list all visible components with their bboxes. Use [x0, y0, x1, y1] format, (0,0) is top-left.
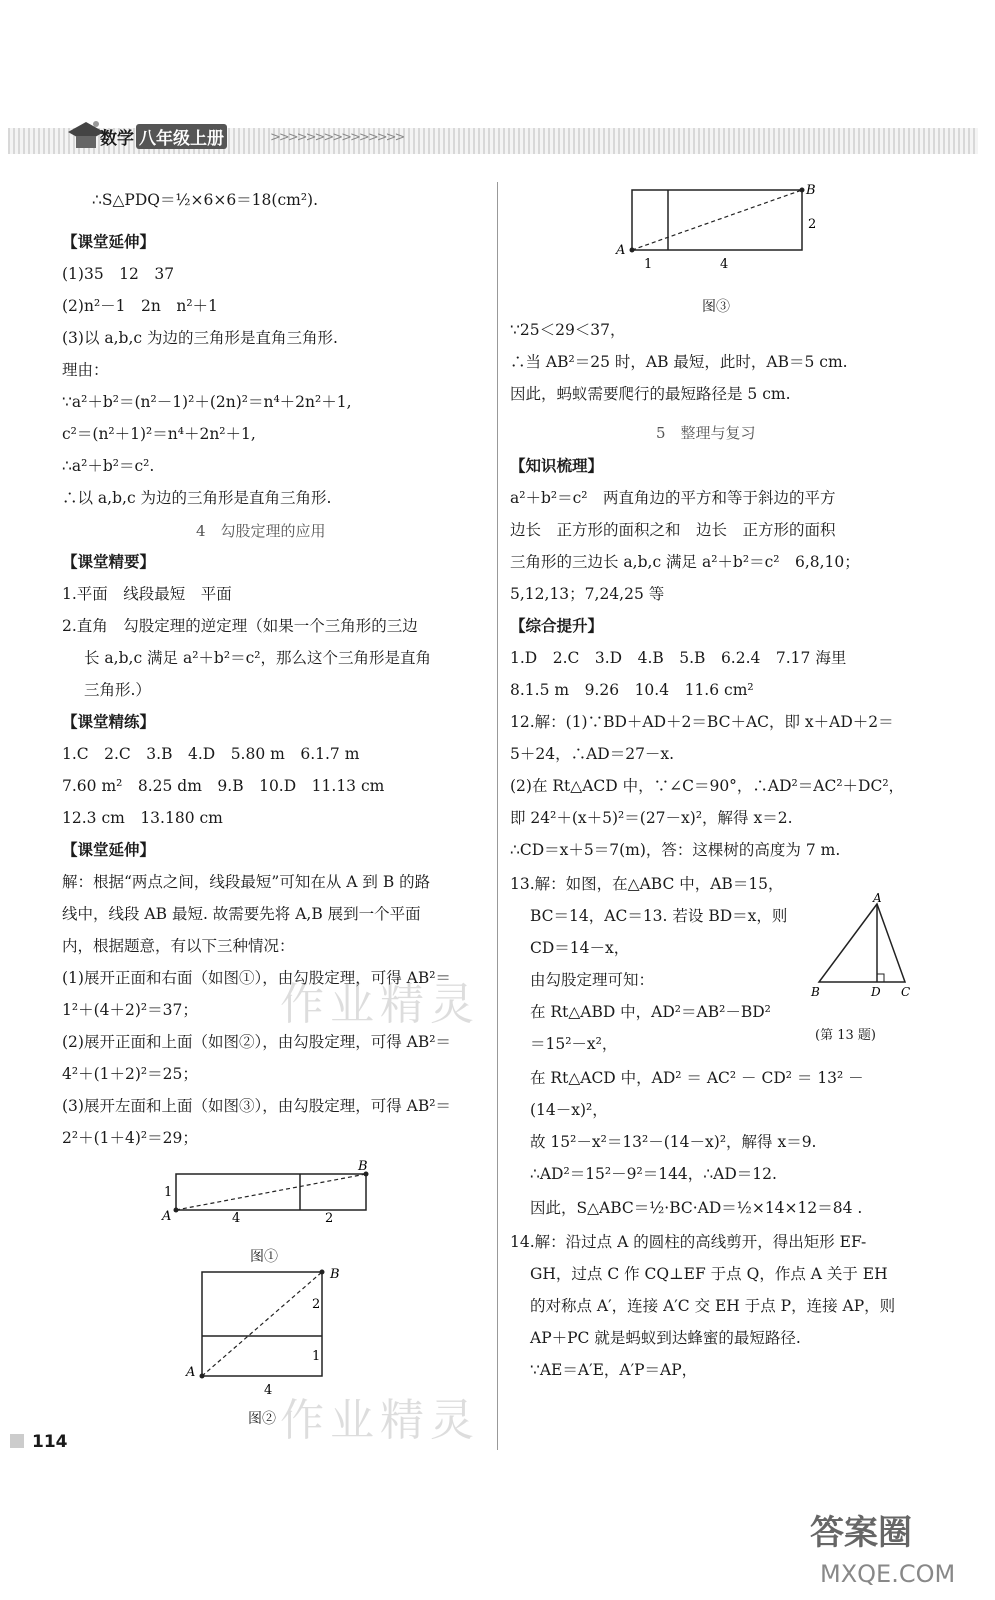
text-line: 1.C 2.C 3.B 4.D 5.80 m 6.1.7 m: [62, 745, 360, 763]
svg-text:A: A: [186, 1365, 196, 1380]
text-line: 线中，线段 AB 最短. 故需要先将 A,B 展到一个平面: [62, 905, 421, 923]
text-line: 由勾股定理可知：: [530, 971, 655, 989]
label-2: 2: [325, 1211, 334, 1222]
text-line: ∵25＜29＜37，: [510, 321, 626, 339]
text-line: (3)以 a,b,c 为边的三角形是直角三角形.: [62, 329, 338, 347]
text-line: CD＝14－x，: [530, 939, 630, 957]
section-title: 5 整理与复习: [656, 424, 756, 442]
text-line: (1)展开正面和右面（如图①），由勾股定理，可得 AB²＝: [62, 969, 451, 987]
text-line: 即 24²＋(x＋5)²＝(27－x)²，解得 x＝2.: [510, 809, 793, 827]
header-arrows: >>>>>>>>>>>>>>>: [270, 130, 404, 145]
text-line: 长 a,b,c 满足 a²＋b²＝c²，那么这个三角形是直角: [84, 649, 431, 667]
text-line: 故 15²－x²＝13²－(14－x)²，解得 x＝9.: [530, 1133, 817, 1151]
text-line: ＝15²－x²，: [530, 1035, 618, 1053]
figure-3: [610, 182, 820, 274]
text-line: (2)在 Rt△ACD 中，∵∠C＝90°，∴AD²＝AC²＋DC²，: [510, 777, 905, 795]
label-A: A: [162, 1209, 172, 1222]
watermark-text: 作业精灵: [280, 1395, 480, 1446]
svg-text:4: 4: [720, 257, 729, 272]
figure-1: [160, 1160, 375, 1222]
watermark-text: 作业精灵: [280, 979, 480, 1030]
section-heading: 【知识梳理】: [510, 456, 604, 475]
svg-text:1: 1: [644, 257, 653, 272]
text-line: 8.1.5 m 9.26 10.4 11.6 cm²: [510, 681, 754, 699]
text-line: 内，根据题意，有以下三种情况：: [62, 937, 295, 955]
label-4: 4: [232, 1211, 241, 1222]
figure-13: [805, 892, 920, 1004]
section-heading: 【课堂精要】: [62, 552, 156, 571]
text-line: c²＝(n²＋1)²＝n⁴＋2n²＋1,: [62, 425, 256, 443]
text-line: AP＋PC 就是蚂蚁到达蜂蜜的最短路径.: [530, 1329, 801, 1347]
text-line: 因此，S△ABC＝½·BC·AD＝½×14×12＝84 .: [530, 1199, 863, 1217]
site-watermark: 答案圈: [810, 1513, 912, 1553]
header-title: 数学 八年级上册: [100, 124, 227, 149]
text-line: ∴以 a,b,c 为边的三角形是直角三角形.: [62, 489, 332, 507]
text-line: 解：根据“两点之间，线段最短”可知在从 A 到 B 的路: [62, 873, 431, 891]
text-line: 2²＋(1＋4)²＝29；: [62, 1129, 198, 1147]
text-line: 1.平面 线段最短 平面: [62, 585, 232, 603]
text-line: BC＝14，AC＝13. 若设 BD＝x，则: [530, 907, 788, 925]
text-line: 因此，蚂蚁需要爬行的最短路径是 5 cm.: [510, 385, 791, 403]
text-line: 理由：: [62, 361, 109, 379]
svg-text:B: B: [330, 1267, 340, 1282]
svg-text:B: B: [811, 985, 820, 999]
site-watermark-url: MXQE.COM: [820, 1560, 956, 1588]
text-line: 12.解：(1)∵BD＋AD＋2＝BC＋AC，即 x＋AD＋2＝: [510, 713, 894, 731]
section-title: 4 勾股定理的应用: [196, 522, 326, 540]
text-line: 三角形.）: [84, 681, 151, 699]
page-header: [8, 118, 978, 162]
svg-text:A: A: [616, 243, 626, 258]
text-line: 边长 正方形的面积之和 边长 正方形的面积: [510, 521, 836, 539]
text-line: ∴CD＝x＋5＝7(m)，答：这棵树的高度为 7 m.: [510, 841, 841, 859]
text-line: (14－x)²，: [530, 1101, 608, 1119]
section-heading: 【课堂延伸】: [62, 232, 156, 251]
svg-text:1: 1: [312, 1349, 321, 1364]
text-line: ∴当 AB²＝25 时，AB 最短，此时，AB＝5 cm.: [510, 353, 848, 371]
text-line: 1.D 2.C 3.D 4.B 5.B 6.2.4 7.17 海里: [510, 649, 847, 667]
figure-1-caption: 图①: [250, 1249, 278, 1265]
text-line: ∴AD²＝15²－9²＝144，∴AD＝12.: [530, 1165, 777, 1183]
text-line: (2)展开正面和上面（如图②），由勾股定理，可得 AB²＝: [62, 1033, 451, 1051]
column-divider: [497, 182, 498, 1450]
text-line: 5＋24，∴AD＝27－x.: [510, 745, 675, 763]
figure-2-caption: 图②: [248, 1411, 276, 1427]
section-heading: 【综合提升】: [510, 616, 604, 635]
text-line: GH，过点 C 作 CQ⊥EF 于点 Q，作点 A 关于 EH: [530, 1265, 888, 1283]
text-line: ∴a²＋b²＝c².: [62, 457, 155, 475]
text-line: 7.60 m² 8.25 dm 9.B 10.D 11.13 cm: [62, 777, 385, 795]
text-line: (3)展开左面和上面（如图③），由勾股定理，可得 AB²＝: [62, 1097, 451, 1115]
text-line: ∴S△PDQ＝½×6×6＝18(cm²).: [92, 191, 319, 209]
section-heading: 【课堂延伸】: [62, 840, 156, 859]
page-number: 114: [32, 1432, 68, 1452]
text-line: 在 Rt△ACD 中，AD² ＝ AC² － CD² ＝ 13² －: [530, 1069, 864, 1087]
text-line: 5,12,13；7,24,25 等: [510, 585, 665, 603]
text-line: 13.解：如图，在△ABC 中，AB＝15，: [510, 875, 784, 893]
section-heading: 【课堂精练】: [62, 712, 156, 731]
text-line: (2)n²－1 2n n²＋1: [62, 297, 218, 315]
text-line: 在 Rt△ABD 中，AD²＝AB²－BD²: [530, 1003, 771, 1021]
svg-text:2: 2: [808, 217, 817, 232]
label-B: B: [358, 1160, 368, 1174]
grade-chip: 八年级上册: [136, 124, 227, 149]
text-line: 的对称点 A′，连接 A′C 交 EH 于点 P，连接 AP，则: [530, 1297, 896, 1315]
text-line: ∵AE＝A′E，A′P＝AP，: [530, 1361, 698, 1379]
svg-text:A: A: [873, 892, 882, 905]
text-line: ∵a²＋b²＝(n²－1)²＋(2n)²＝n⁴＋2n²＋1,: [62, 393, 352, 411]
text-line: (1)35 12 37: [62, 265, 175, 283]
text-line: a²＋b²＝c² 两直角边的平方和等于斜边的平方: [510, 489, 836, 507]
figure-2: [180, 1262, 350, 1402]
svg-text:2: 2: [312, 1297, 321, 1312]
text-line: 1²＋(4＋2)²＝37；: [62, 1001, 198, 1019]
svg-text:D: D: [871, 985, 881, 999]
text-line: 三角形的三边长 a,b,c 满足 a²＋b²＝c² 6,8,10；: [510, 553, 860, 571]
figure-3-caption: 图③: [702, 299, 730, 315]
text-line: 14.解：沿过点 A 的圆柱的高线剪开，得出矩形 EF-: [510, 1233, 867, 1251]
svg-text:B: B: [806, 183, 816, 198]
text-line: 12.3 cm 13.180 cm: [62, 809, 223, 827]
svg-text:4: 4: [264, 1383, 273, 1398]
page-marker-icon: [10, 1434, 24, 1448]
figure-13-caption: (第 13 题): [815, 1028, 876, 1043]
text-line: 4²＋(1＋2)²＝25；: [62, 1065, 198, 1083]
text-line: 2.直角 勾股定理的逆定理（如果一个三角形的三边: [62, 617, 418, 635]
label-1: 1: [164, 1185, 173, 1200]
svg-text:C: C: [901, 985, 911, 999]
